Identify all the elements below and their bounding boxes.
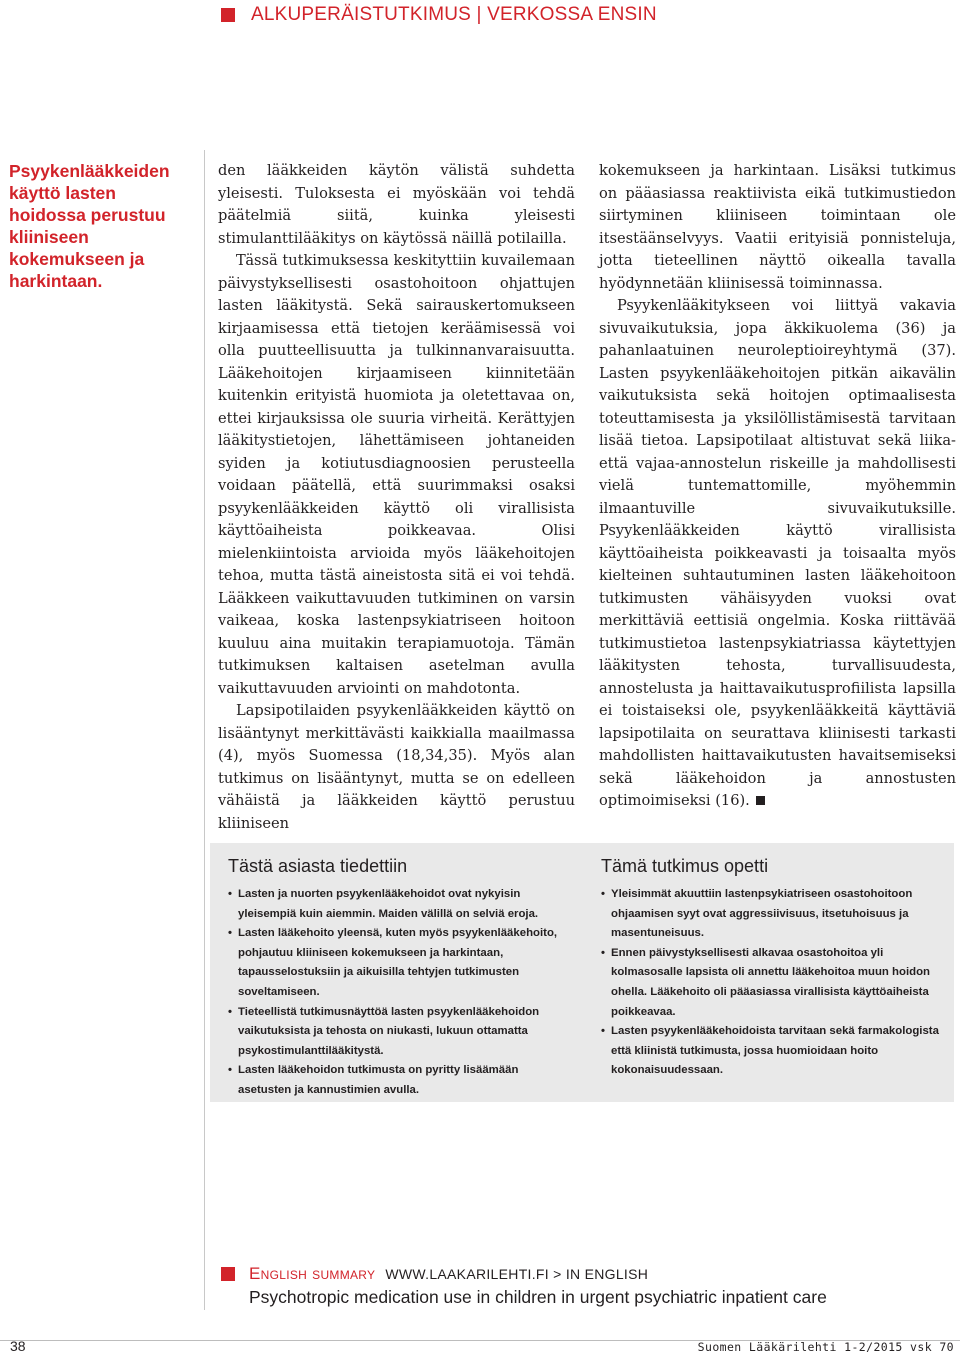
known-box-title: Tästä asiasta tiedettiin bbox=[228, 856, 408, 876]
paragraph: den lääkkeiden käytön välistä suhdetta yleisesti. Tuloksesta ei myöskään voi tehdä päätelmiä siitä, kuinka yleisesti stimulanttilääkitys on käytössä näillä potilailla. bbox=[218, 162, 575, 247]
paragraph: Tässä tutkimuksessa keskityttiin kuvailemaan päivystyksellisesti osastohoitoon ohjattujen lasten lääkitystä. Sekä sairauskertomukseen kirjaamisessa että tietojen keräämisessä voi olla puutteellisuutta ja tulkinnanvaraisuutta. Lääkehoitojen kirjaamiseen kiinnitetään kuitenkin erityistä huomiota ja oletettavaa on, ettei kirjauksissa ole suuria virheitä. Kerättyjen lääkitystietojen, lähettämiseen johtaneiden syiden ja kotiutusdiagnoosien perusteella voidaan päätellä, että suurimmaksi osaksi psyykenlääkkeiden käyttö oli virallisista käyttöaiheista poikkeavaa. Olisi mielenkiintoista arvioida myös lääkehoitojen tehoa, mutta tästä aineistosta sitä ei voi tehdä. Lääkkeen vaikuttavuuden tutkiminen on varsin vaikeaa, koska lastenpsykiatriseen hoitoon kuuluu aina muitakin terapiamuotoja. Tämän tutkimuksen kaltaisen asetelman avulla vaikuttavuuden arviointi on mahdotonta. bbox=[218, 252, 575, 697]
article-column-1 bbox=[218, 160, 575, 835]
list-item: • Yleisimmät akuuttiin lastenpsykiatriseen osastohoitoon ohjaamisen syyt ovat aggressiivisuus, itsetuhoisuus ja masentuneisuus. bbox=[601, 885, 942, 944]
paragraph: Lapsipotilaiden psyykenlääkkeiden käyttö on lisääntynyt merkittävästi kaikkialla maailmassa (4), myös Suomessa (18,34,35). Myös alan tutkimus on lisääntynyt, mutta se on edelleen vähäistä ja lääkkeiden käyttö perustuu kliiniseen bbox=[218, 702, 575, 832]
red-square-icon bbox=[221, 8, 235, 22]
list-item: • Ennen päivystyksellisesti alkavaa osastohoitoa yli kolmasosalle lapsista oli annettu lääkehoitoa muun hoidon ohella. Lääkehoito oli pääasiassa virallisista käyttöaiheista poikkeavaa. bbox=[601, 944, 942, 1022]
summary-link[interactable]: WWW.LAAKARILEHTI.FI > IN ENGLISH bbox=[385, 1266, 649, 1282]
red-square-icon bbox=[221, 1267, 235, 1281]
paragraph bbox=[599, 295, 956, 813]
paragraph: kokemukseen ja harkintaan. Lisäksi tutkimus on pääasiassa reaktiivista eikä tutkimustiedon siirtyminen kliiniseen toimintaan ole itsestäänselvyys. Vaatii erityisiä ponnisteluja, jotta tieteellinen näyttö oikealla tavalla hyödynnetään kliinisessä toiminnassa. bbox=[599, 162, 956, 292]
learned-box-title: Tämä tutkimus opetti bbox=[601, 856, 769, 876]
summary-title: Psychotropic medication use in children in urgent psychiatric inpatient care bbox=[249, 1287, 827, 1307]
list-item: • Lasten lääkehoito yleensä, kuten myös psyykenlääkehoito, pohjautuu kliiniseen kokemukseen ja harkintaan, tapausselostuksiin ja aikuisilla tehtyjen tutkimusten soveltamiseen. bbox=[228, 924, 573, 1002]
known-box bbox=[210, 843, 583, 1102]
english-summary bbox=[221, 1262, 827, 1308]
section-header bbox=[221, 4, 657, 26]
journal-info: Suomen Lääkärilehti 1-2/2015 vsk 70 bbox=[697, 1340, 954, 1354]
list-item: • Lasten lääkehoidon tutkimusta on pyritty lisäämään asetusten ja kannustimien avulla. bbox=[228, 1061, 573, 1100]
page-number: 38 bbox=[10, 1338, 26, 1354]
list-item: • Lasten ja nuorten psyykenlääkehoidot ovat nykyisin yleisempiä kuin aiemmin. Maiden välillä on selviä eroja. bbox=[228, 885, 573, 924]
summary-header bbox=[221, 1262, 827, 1286]
list-item: • Tieteellistä tutkimusnäyttöä lasten psyykenlääkehoidon vaikutuksista ja tehosta on niukasti, lukuun ottamatta psykostimulanttilääkitystä. bbox=[228, 1003, 573, 1062]
summary-label: English summary bbox=[249, 1264, 376, 1283]
learned-list bbox=[601, 885, 942, 1081]
fact-boxes bbox=[210, 843, 954, 1102]
column-divider bbox=[204, 150, 205, 1310]
pull-quote: Psyykenlääkkeiden käyttö lasten hoidossa perustuu kliiniseen kokemukseen ja harkintaan. bbox=[9, 161, 170, 291]
article-column-2 bbox=[599, 160, 956, 813]
list-item: • Lasten psyykenlääkehoidoista tarvitaan sekä farmakologista että kliinistä tutkimusta, jossa huomioidaan hoito kokonaisuudessaan. bbox=[601, 1022, 942, 1081]
learned-box bbox=[583, 843, 954, 1102]
section-label: ALKUPERÄISTUTKIMUS | VERKOSSA ENSIN bbox=[251, 4, 657, 25]
paragraph-text: Psyykenlääkitykseen voi liittyä vakavia sivuvaikutuksia, jopa äkkikuolema (36) ja pahanlaatuinen neuroleptioireyhtymä (37). Lasten psyykenlääkehoitojen pitkän aikavälin vaikutuksista sekä hoitojen optimaalisesta toteuttamisesta ja yksilöllistämisestä tarvitaan lisää tietoa. Lapsipotilaat altistuvat sekä liika- että vajaa-annostelun riskeille ja mahdollisesti vielä tuntemattomille, myöhemmin ilmaantuville sivuvaikutuksille. Psyykenlääkkeiden käyttö virallisista käyttöaiheista poikkeavasti ja toisaalta myös kielteinen suhtautuminen lasten lääkehoitoon tutkimusten vähäisyyden vuoksi ovat merkittäviä eettisiä ongelmia. Koska riittävää tutkimustietoa lastenpsykiatriassa käytettyjen lääkitysten tehosta, turvallisuudesta, annostelusta ja haittavaikutusprofiilista lapsilla ei toistaiseksi ole, psyykenlääkkeitä käyttäviä lapsipotilaita on seurattava kliinisesti tarkasti mahdollisten haittavaikutusten havaitsemiseksi sekä lääkehoidon ja annostusten optimoimiseksi (16). bbox=[599, 297, 956, 809]
end-of-article-icon bbox=[756, 796, 765, 805]
known-list bbox=[228, 885, 573, 1101]
